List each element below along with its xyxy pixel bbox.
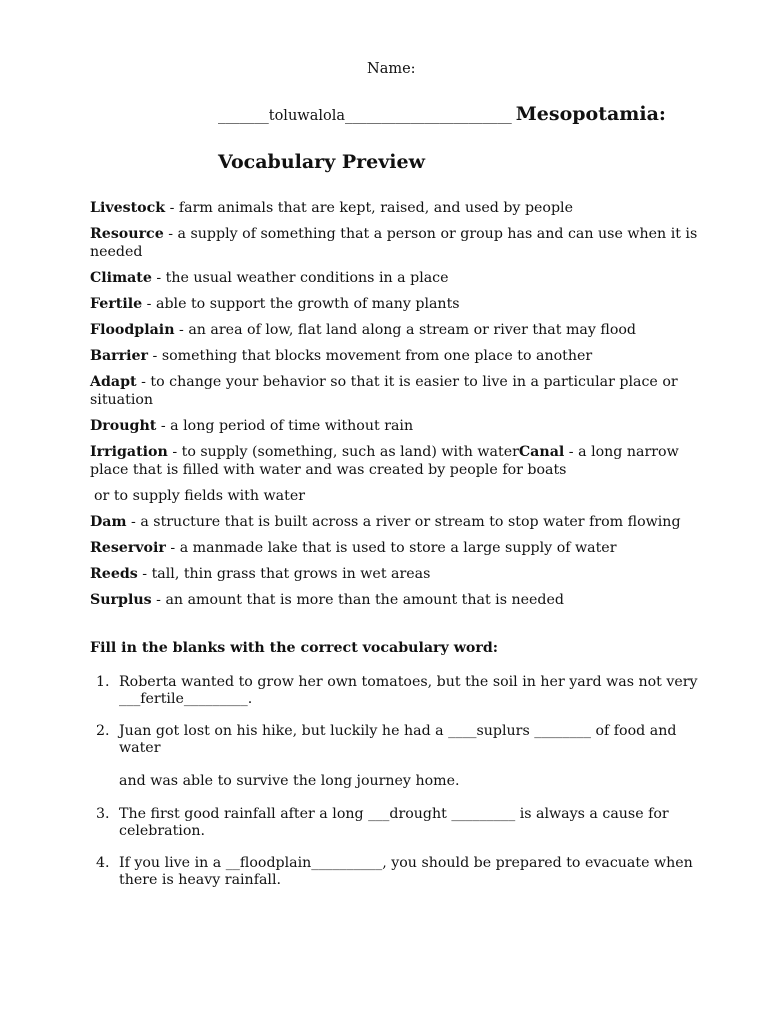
fill-in-heading: Fill in the blanks with the correct vocabulary word: [90,640,499,656]
vocab-definition: - the usual weather conditions in a place [151,270,449,286]
page-title: Mesopotamia: [515,103,666,125]
question-number: 1. [96,674,110,690]
vocab-definition: - a long period of time without rain [156,418,414,434]
vocab-definition: - tall, thin grass that grows in wet areas [137,566,431,582]
question-1 [90,674,715,708]
vocab-term: Fertile [90,296,143,312]
vocab-entry-reeds [90,565,715,583]
vocab-entry-drought [90,417,715,435]
vocab-definition: - an amount that is more than the amount that is needed [151,592,564,608]
question-text-continued: and was able to survive the long journey home. [119,773,460,789]
vocab-entry-surplus [90,591,715,609]
vocab-entry-irrigation-canal [90,443,715,479]
question-4 [90,855,715,889]
vocab-entry-resource [90,225,715,261]
vocab-term: Irrigation [90,444,168,460]
name-label: Name: [367,61,416,77]
vocab-term: Canal [518,444,565,460]
question-number: 2. [96,723,110,739]
question-number: 4. [96,855,110,871]
vocabulary-list [90,199,715,617]
vocab-entry-livestock [90,199,715,217]
vocab-entry-climate [90,269,715,287]
page-subtitle: Vocabulary Preview [218,151,425,173]
question-2 [90,723,715,790]
vocab-term: Floodplain [90,322,175,338]
vocab-term: Reservoir [90,540,166,556]
vocab-definition: - a structure that is built across a river or stream to stop water from flowing [126,514,681,530]
vocab-term: Dam [90,514,127,530]
question-number: 3. [96,806,110,822]
vocab-definition: - farm animals that are kept, raised, and used by people [165,200,573,216]
vocab-definition: - to change your behavior so that it is easier to live in a particular place or situation [90,374,678,408]
question-3 [90,806,715,840]
student-name-line: _______toluwalola_______________________ [218,108,512,124]
question-text: If you live in a __floodplain__________, you should be prepared to evacuate when there is heavy rainfall. [119,855,693,888]
vocab-term: Livestock [90,200,166,216]
vocab-definition: - a supply of something that a person or group has and can use when it is needed [90,226,698,260]
vocab-definition: - something that blocks movement from one place to another [148,348,593,364]
vocab-term: Climate [90,270,152,286]
vocab-entry-reservoir [90,539,715,557]
vocab-entry-canal-continued [90,487,715,505]
fill-in-questions [90,674,715,889]
vocab-definition: - able to support the growth of many plants [142,296,460,312]
vocab-entry-adapt [90,373,715,409]
vocab-term: Surplus [90,592,152,608]
question-text: The first good rainfall after a long ___drought _________ is always a cause for celebration. [119,806,669,839]
vocab-term: Reeds [90,566,138,582]
vocab-definition: - to supply (something, such as land) with water [167,444,519,460]
vocab-definition: - a long narrow place that is filled with water and was created by people for boats [90,444,679,478]
vocab-definition: - an area of low, flat land along a stream or river that may flood [174,322,637,338]
title-line [218,103,666,125]
vocab-term: Barrier [90,348,149,364]
vocab-term: Adapt [90,374,137,390]
vocab-entry-floodplain [90,321,715,339]
vocab-entry-dam [90,513,715,531]
vocab-term: Drought [90,418,157,434]
vocab-entry-fertile [90,295,715,313]
vocab-entry-barrier [90,347,715,365]
vocab-definition: or to supply fields with water [94,488,306,504]
question-text: Juan got lost on his hike, but luckily he had a ____suplurs ________ of food and water [119,723,677,756]
vocab-term: Resource [90,226,164,242]
vocab-definition: - a manmade lake that is used to store a large supply of water [165,540,617,556]
question-text: Roberta wanted to grow her own tomatoes, but the soil in her yard was not very ___fertile_________. [119,674,698,707]
